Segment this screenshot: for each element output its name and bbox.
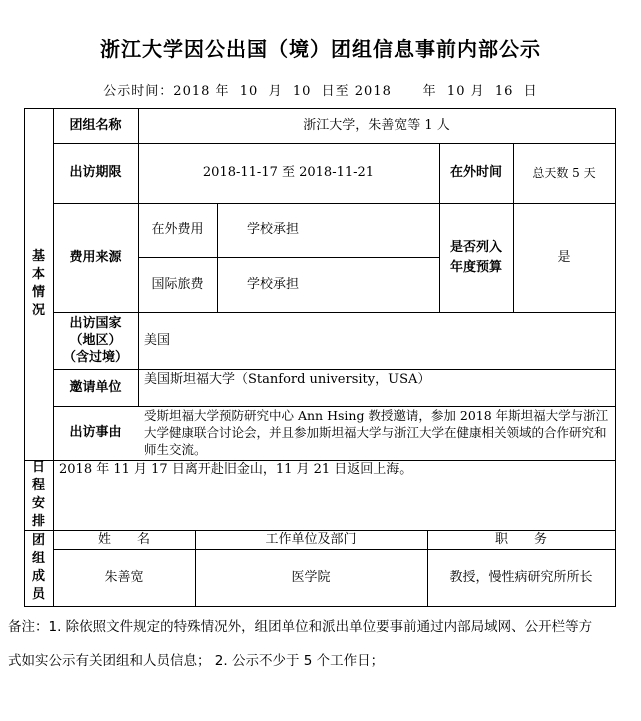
section-basic-label: 基 本 情 况	[31, 249, 45, 318]
members-header-name: 姓 名	[97, 531, 150, 547]
abroad-time-label: 在外时间	[449, 165, 502, 180]
group-name-value: 浙江大学，朱善宽等 1 人	[303, 117, 450, 133]
purpose-label: 出访事由	[69, 425, 122, 440]
publish-time: 公示时间：2018 年 10 月 10 日至 2018 年 10 月 16 日	[103, 84, 538, 99]
abroad-cost-label: 在外费用	[151, 222, 204, 237]
inviter-value: 美国斯坦福大学（Stanford university，USA）	[144, 372, 431, 387]
budget-value: 是	[557, 249, 571, 265]
country-label: 出访国家 （地区） （含过境）	[62, 316, 128, 365]
inviter-label: 邀请单位	[69, 379, 122, 395]
section-schedule-label: 日 程 安 排	[31, 460, 45, 529]
country-value: 美国	[144, 332, 171, 348]
intl-travel-label: 国际旅费	[151, 276, 204, 292]
budget-label: 是否列入年度预算	[449, 239, 502, 275]
member-position: 教授，慢性病研究所所长	[449, 569, 593, 585]
funding-label: 费用来源	[69, 249, 122, 265]
period-label: 出访期限	[69, 165, 122, 180]
intl-travel-value: 学校承担	[247, 276, 300, 292]
abroad-cost-value: 学校承担	[247, 222, 300, 237]
section-members-label: 团 组 成 员	[31, 533, 45, 602]
group-name-label: 团组名称	[69, 117, 122, 133]
period-value: 2018-11-17 至 2018-11-21	[202, 165, 375, 180]
abroad-time-value: 总天数 5 天	[532, 166, 596, 180]
note-line-1: 备注：1. 除依照文件规定的特殊情况外，组团单位和派出单位要事前通过内部局域网、公开栏等方	[8, 619, 593, 635]
member-name: 朱善宽	[104, 569, 144, 585]
members-header-unit: 工作单位及部门	[265, 531, 357, 547]
schedule-text: 2018 年 11 月 17 日离开赴旧金山，11 月 21 日返回上海。	[59, 462, 413, 477]
page-title: 浙江大学因公出国（境）团组信息事前内部公示	[100, 37, 541, 61]
purpose-value: 受斯坦福大学预防研究中心 Ann Hsing 教授邀请，参加 2018 年斯坦福大学与浙江大学健康联合讨论会，并且参加斯坦福大学与浙江大学在健康相关领域的合作研究和师生交流。	[144, 408, 609, 457]
members-header-position: 职 务	[494, 531, 547, 547]
member-unit: 医学院	[291, 569, 331, 585]
note-line-2: 式如实公示有关团组和人员信息； 2. 公示不少于 5 个工作日；	[8, 653, 385, 669]
